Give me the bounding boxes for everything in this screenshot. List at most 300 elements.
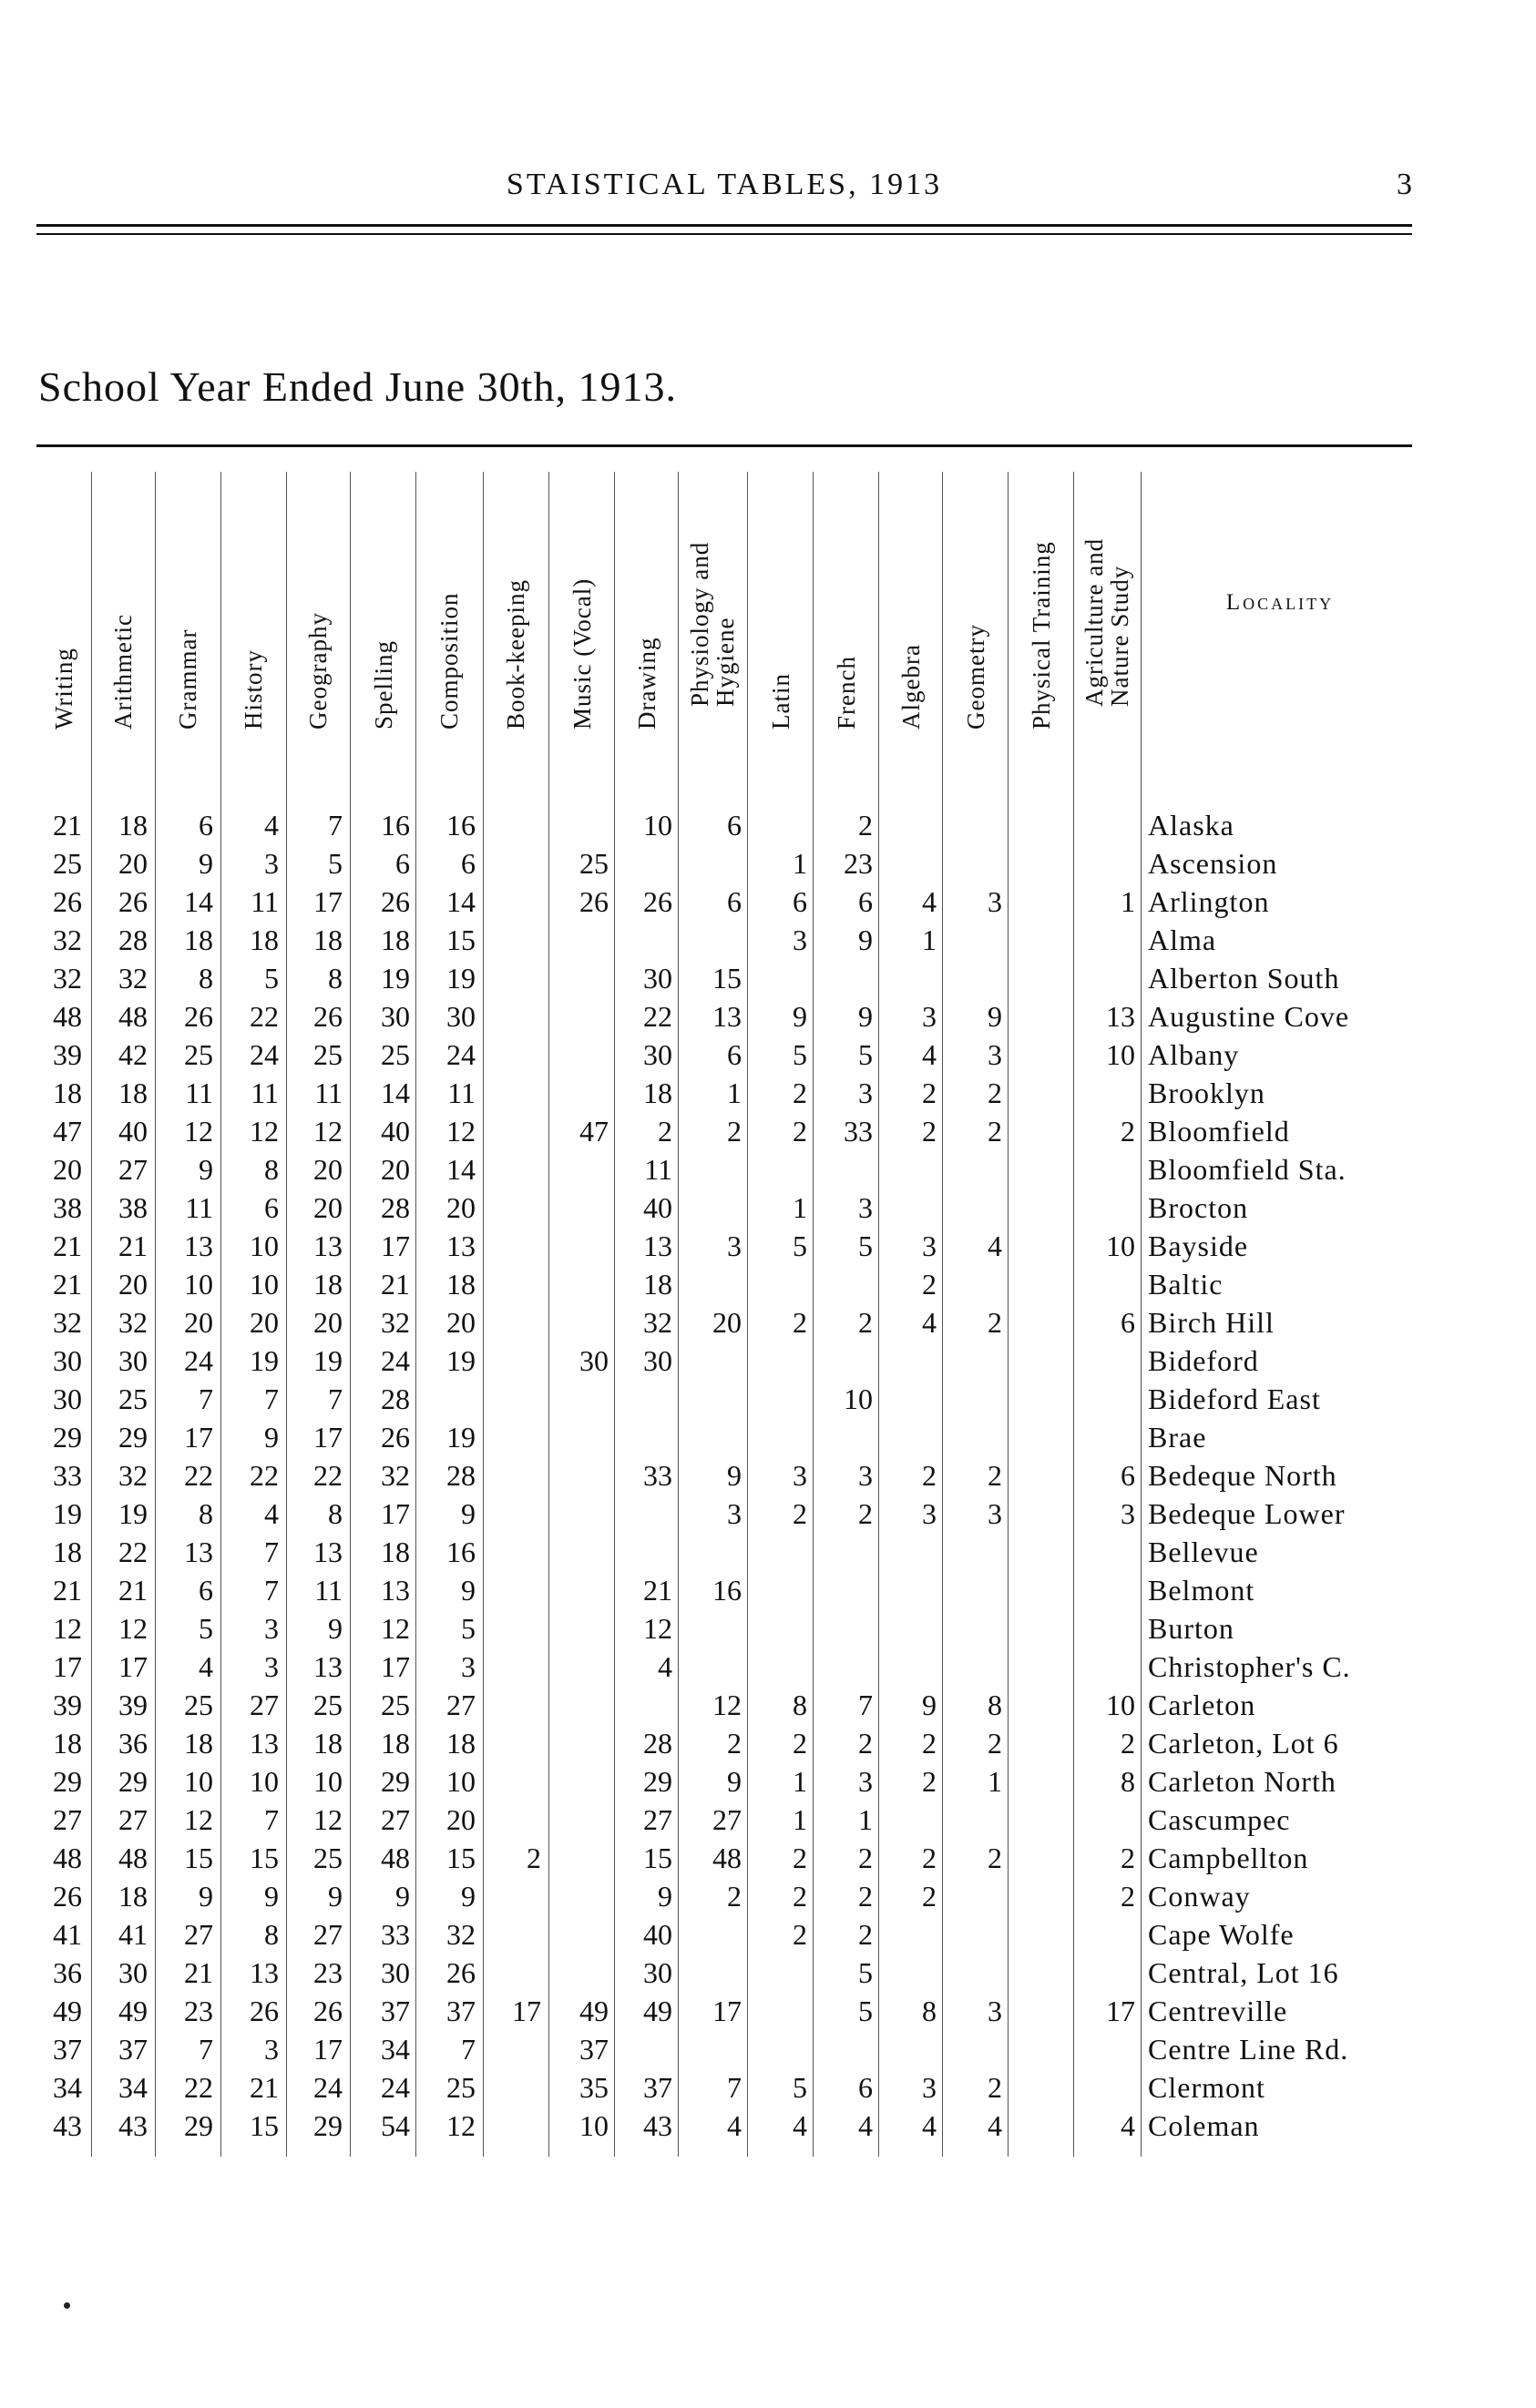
table-cell: 4 — [264, 809, 279, 842]
table-cell: 24 — [184, 1344, 213, 1377]
table-cell: 2 — [727, 1880, 742, 1913]
table-cell: 22 — [313, 1459, 343, 1492]
table-cell: 3 — [793, 1459, 807, 1492]
table-cell: 5 — [328, 847, 343, 880]
table-cell: 12 — [446, 2109, 476, 2142]
table-cell: 25 — [313, 1842, 343, 1874]
table-cell: 40 — [118, 1115, 148, 1148]
table-cell: 2 — [1121, 1880, 1135, 1913]
table-cell: 26 — [313, 1995, 343, 2027]
table-cell: 43 — [53, 2109, 82, 2142]
table-cell: 5 — [461, 1612, 476, 1645]
table-cell: 37 — [643, 2071, 672, 2104]
table-cell: 27 — [53, 1803, 82, 1836]
table-cell: 49 — [53, 1995, 82, 2027]
table-cell: 16 — [446, 1536, 476, 1568]
column-header — [483, 444, 547, 765]
table-cell: 32 — [118, 1459, 148, 1492]
table-row — [38, 1803, 1412, 1842]
table-cell: 29 — [313, 2109, 343, 2142]
table-cell: 7 — [199, 2033, 213, 2066]
table-cell: 2 — [527, 1842, 541, 1874]
table-cell: 13 — [250, 1956, 279, 1989]
table-cell: 12 — [118, 1612, 148, 1645]
locality-name: Bloomfield Sta. — [1148, 1153, 1347, 1186]
table-cell: 6 — [727, 885, 742, 918]
table-cell: 18 — [118, 809, 148, 842]
locality-name: Clermont — [1148, 2071, 1265, 2104]
locality-name: Bideford East — [1148, 1383, 1321, 1415]
column-header-label: Book-keeping — [502, 579, 529, 730]
table-cell: 30 — [118, 1344, 148, 1377]
table-cell: 33 — [844, 1115, 873, 1148]
table-cell: 6 — [199, 809, 213, 842]
table-cell: 11 — [314, 1574, 343, 1607]
table-row — [38, 1574, 1412, 1612]
table-cell: 2 — [922, 1765, 937, 1798]
table-cell: 21 — [250, 2071, 279, 2104]
table-cell: 2 — [988, 1842, 1002, 1874]
table-cell: 29 — [118, 1765, 148, 1798]
table-cell: 20 — [313, 1153, 343, 1186]
table-cell: 26 — [53, 885, 82, 918]
table-cell: 7 — [264, 1803, 279, 1836]
table-cell: 20 — [118, 847, 148, 880]
table-cell: 7 — [461, 2033, 476, 2066]
column-header-label: Geography — [304, 612, 332, 730]
table-cell: 12 — [313, 1115, 343, 1148]
table-cell: 18 — [184, 1727, 213, 1760]
header-title: STAISTICAL TABLES, 1913 — [506, 168, 943, 201]
table-cell: 1 — [793, 1803, 807, 1836]
table-cell: 25 — [579, 847, 609, 880]
table-cell: 30 — [381, 1956, 410, 1989]
table-cell: 6 — [858, 885, 873, 918]
table-cell: 20 — [446, 1306, 476, 1339]
locality-name: Bayside — [1148, 1230, 1249, 1262]
table-cell: 3 — [922, 1000, 937, 1033]
locality-name: Christopher's C. — [1148, 1650, 1351, 1683]
table-cell: 7 — [199, 1383, 213, 1415]
table-cell: 19 — [381, 962, 410, 995]
table-cell: 4 — [922, 885, 937, 918]
table-cell: 40 — [643, 1191, 672, 1224]
table-cell: 12 — [712, 1689, 742, 1721]
table-cell: 37 — [381, 1995, 410, 2027]
table-cell: 22 — [643, 1000, 672, 1033]
table-cell: 20 — [53, 1153, 82, 1186]
table-cell: 17 — [313, 885, 343, 918]
table-cell: 3 — [858, 1191, 873, 1224]
locality-name: Brae — [1148, 1421, 1207, 1454]
table-cell: 8 — [793, 1689, 807, 1721]
table-cell: 2 — [793, 1880, 807, 1913]
table-cell: 10 — [250, 1765, 279, 1798]
table-cell: 3 — [988, 1038, 1002, 1071]
header-rule-top — [36, 224, 1412, 227]
table-cell: 48 — [712, 1842, 742, 1874]
table-cell: 29 — [53, 1421, 82, 1454]
table-cell: 27 — [712, 1803, 742, 1836]
table-cell: 9 — [922, 1689, 937, 1721]
table-cell: 29 — [118, 1421, 148, 1454]
table-cell: 18 — [53, 1536, 82, 1568]
table-row — [38, 809, 1412, 847]
table-row — [38, 885, 1412, 923]
table-cell: 4 — [658, 1650, 672, 1683]
table-cell: 8 — [1121, 1765, 1135, 1798]
table-cell: 7 — [328, 1383, 343, 1415]
table-cell: 32 — [643, 1306, 672, 1339]
column-header-row — [38, 444, 1412, 765]
locality-name: Cape Wolfe — [1148, 1918, 1295, 1951]
column-header-label: Latin — [767, 673, 794, 730]
table-cell: 6 — [858, 2071, 873, 2104]
table-cell: 2 — [858, 1880, 873, 1913]
table-cell: 13 — [313, 1230, 343, 1262]
table-cell: 16 — [381, 809, 410, 842]
table-cell: 27 — [381, 1803, 410, 1836]
table-cell: 48 — [118, 1000, 148, 1033]
table-cell: 11 — [251, 885, 279, 918]
table-cell: 3 — [1121, 1497, 1135, 1530]
table-cell: 20 — [184, 1306, 213, 1339]
table-cell: 21 — [53, 1268, 82, 1301]
table-cell: 2 — [988, 1727, 1002, 1760]
table-cell: 3 — [264, 1612, 279, 1645]
table-cell: 12 — [643, 1612, 672, 1645]
table-cell: 2 — [1121, 1727, 1135, 1760]
table-cell: 9 — [858, 1000, 873, 1033]
table-row — [38, 923, 1412, 962]
table-cell: 12 — [381, 1612, 410, 1645]
table-cell: 18 — [643, 1076, 672, 1109]
table-cell: 10 — [1106, 1038, 1135, 1071]
table-cell: 19 — [446, 1344, 476, 1377]
table-cell: 9 — [461, 1880, 476, 1913]
table-cell: 9 — [328, 1612, 343, 1645]
table-row — [38, 1880, 1412, 1918]
table-cell: 30 — [118, 1956, 148, 1989]
column-header — [155, 444, 219, 765]
table-cell: 26 — [381, 885, 410, 918]
table-cell: 37 — [53, 2033, 82, 2066]
column-header — [38, 444, 87, 765]
table-cell: 16 — [712, 1574, 742, 1607]
table-cell: 10 — [446, 1765, 476, 1798]
table-row — [38, 1689, 1412, 1727]
table-cell: 2 — [922, 1459, 937, 1492]
column-header-label: Physical Training — [1028, 541, 1055, 730]
table-cell: 20 — [313, 1306, 343, 1339]
table-row — [38, 1306, 1412, 1344]
table-cell: 5 — [858, 1038, 873, 1071]
table-cell: 17 — [381, 1230, 410, 1262]
table-cell: 19 — [118, 1497, 148, 1530]
table-cell: 34 — [118, 2071, 148, 2104]
table-cell: 2 — [858, 1842, 873, 1874]
table-cell: 2 — [988, 1115, 1002, 1148]
table-cell: 2 — [858, 1918, 873, 1951]
table-cell: 12 — [53, 1612, 82, 1645]
locality-name: Alberton South — [1148, 962, 1340, 995]
column-header — [813, 444, 878, 765]
table-cell: 4 — [858, 2109, 873, 2142]
column-header-label: History — [240, 649, 267, 730]
table-cell: 33 — [381, 1918, 410, 1951]
table-cell: 16 — [446, 809, 476, 842]
column-header-label: French — [833, 656, 860, 730]
table-cell: 10 — [844, 1383, 873, 1415]
table-cell: 1 — [793, 847, 807, 880]
table-cell: 2 — [922, 1268, 937, 1301]
table-cell: 18 — [446, 1268, 476, 1301]
table-cell: 32 — [381, 1459, 410, 1492]
table-cell: 41 — [53, 1918, 82, 1951]
table-cell: 30 — [643, 962, 672, 995]
table-cell: 26 — [446, 1956, 476, 1989]
table-cell: 9 — [658, 1880, 672, 1913]
column-header-label: Agriculture and Nature Study — [1080, 537, 1133, 707]
table-cell: 13 — [184, 1536, 213, 1568]
table-cell: 20 — [250, 1306, 279, 1339]
table-cell: 42 — [118, 1038, 148, 1071]
locality-name: Carleton — [1148, 1689, 1256, 1721]
table-cell: 22 — [118, 1536, 148, 1568]
table-cell: 3 — [922, 1497, 937, 1530]
table-cell: 9 — [199, 1153, 213, 1186]
table-cell: 11 — [644, 1153, 672, 1186]
table-cell: 10 — [1106, 1689, 1135, 1721]
table-cell: 8 — [922, 1995, 937, 2027]
table-cell: 11 — [185, 1191, 213, 1224]
column-header — [548, 444, 614, 765]
column-header — [350, 444, 415, 765]
table-cell: 29 — [381, 1765, 410, 1798]
locality-name: Carleton North — [1148, 1765, 1336, 1798]
table-cell: 21 — [53, 1230, 82, 1262]
locality-name: Birch Hill — [1148, 1306, 1275, 1339]
locality-name: Carleton, Lot 6 — [1148, 1727, 1339, 1760]
table-cell: 15 — [184, 1842, 213, 1874]
table-cell: 20 — [381, 1153, 410, 1186]
table-cell: 3 — [922, 2071, 937, 2104]
table-cell: 2 — [922, 1076, 937, 1109]
table-cell: 2 — [793, 1918, 807, 1951]
table-cell: 7 — [264, 1383, 279, 1415]
table-row — [38, 1536, 1412, 1574]
table-cell: 39 — [53, 1689, 82, 1721]
table-cell: 5 — [858, 1230, 873, 1262]
table-cell: 18 — [381, 1536, 410, 1568]
page-mark — [64, 2302, 70, 2309]
table-row — [38, 2109, 1412, 2148]
table-cell: 21 — [643, 1574, 672, 1607]
table-cell: 15 — [446, 923, 476, 956]
table-cell: 40 — [381, 1115, 410, 1148]
table-cell: 2 — [988, 2071, 1002, 2104]
locality-name: Alma — [1148, 923, 1217, 956]
table-cell: 5 — [793, 1230, 807, 1262]
table-cell: 3 — [988, 1497, 1002, 1530]
table-cell: 27 — [250, 1689, 279, 1721]
table-cell: 8 — [199, 962, 213, 995]
table-cell: 32 — [118, 962, 148, 995]
table-cell: 12 — [184, 1803, 213, 1836]
table-cell: 17 — [512, 1995, 541, 2027]
table-cell: 37 — [579, 2033, 609, 2066]
table-cell: 12 — [446, 1115, 476, 1148]
table-cell: 20 — [118, 1268, 148, 1301]
table-cell: 25 — [313, 1038, 343, 1071]
locality-name: Brooklyn — [1148, 1076, 1265, 1109]
table-cell: 8 — [328, 962, 343, 995]
table-cell: 2 — [793, 1727, 807, 1760]
table-cell: 5 — [793, 1038, 807, 1071]
table-cell: 10 — [643, 809, 672, 842]
table-cell: 1 — [988, 1765, 1002, 1798]
table-cell: 4 — [922, 1038, 937, 1071]
table-cell: 24 — [313, 2071, 343, 2104]
table-cell: 21 — [118, 1574, 148, 1607]
table-cell: 2 — [988, 1306, 1002, 1339]
table-cell: 10 — [579, 2109, 609, 2142]
table-cell: 4 — [727, 2109, 742, 2142]
table-cell: 47 — [53, 1115, 82, 1148]
table-cell: 9 — [461, 1574, 476, 1607]
table-cell: 27 — [118, 1153, 148, 1186]
column-header-label: Music (Vocal) — [568, 577, 596, 730]
table-cell: 4 — [922, 1306, 937, 1339]
table-cell: 30 — [446, 1000, 476, 1033]
table-cell: 38 — [118, 1191, 148, 1224]
column-header-label: Drawing — [633, 637, 660, 730]
table-cell: 18 — [446, 1727, 476, 1760]
table-cell: 26 — [184, 1000, 213, 1033]
table-cell: 1 — [922, 923, 937, 956]
table-row — [38, 1956, 1412, 1995]
table-cell: 22 — [250, 1459, 279, 1492]
table-cell: 49 — [579, 1995, 609, 2027]
table-cell: 7 — [858, 1689, 873, 1721]
column-header — [614, 444, 678, 765]
table-cell: 32 — [53, 923, 82, 956]
column-header — [942, 444, 1008, 765]
table-cell: 18 — [381, 1727, 410, 1760]
table-row — [38, 1115, 1412, 1153]
table-cell: 10 — [184, 1765, 213, 1798]
column-header-label-line2: Nature Study — [1106, 565, 1133, 707]
table-cell: 8 — [328, 1497, 343, 1530]
table-cell: 17 — [1106, 1995, 1135, 2027]
table-cell: 5 — [858, 1956, 873, 1989]
table-cell: 30 — [53, 1383, 82, 1415]
table-cell: 29 — [184, 2109, 213, 2142]
table-cell: 3 — [461, 1650, 476, 1683]
locality-name: Burton — [1148, 1612, 1234, 1645]
column-header — [1073, 444, 1141, 765]
table-cell: 33 — [643, 1459, 672, 1492]
table-cell: 2 — [858, 1497, 873, 1530]
locality-name: Bedeque Lower — [1148, 1497, 1346, 1530]
table-cell: 2 — [858, 1727, 873, 1760]
table-cell: 6 — [199, 1574, 213, 1607]
locality-name: Albany — [1148, 1038, 1240, 1071]
table-cell: 9 — [395, 1880, 410, 1913]
table-cell: 24 — [381, 2071, 410, 2104]
table-cell: 30 — [643, 1344, 672, 1377]
table-cell: 2 — [658, 1115, 672, 1148]
table-cell: 6 — [727, 809, 742, 842]
table-cell: 2 — [858, 1306, 873, 1339]
table-cell: 2 — [858, 809, 873, 842]
table-row — [38, 1650, 1412, 1689]
table-cell: 27 — [446, 1689, 476, 1721]
table-cell: 9 — [199, 1880, 213, 1913]
table-cell: 18 — [184, 923, 213, 956]
table-cell: 26 — [579, 885, 609, 918]
table-cell: 39 — [53, 1038, 82, 1071]
locality-name: Brocton — [1148, 1191, 1249, 1224]
table-cell: 36 — [53, 1956, 82, 1989]
table-cell: 8 — [264, 1918, 279, 1951]
table-cell: 43 — [643, 2109, 672, 2142]
table-cell: 48 — [53, 1842, 82, 1874]
table-cell: 26 — [53, 1880, 82, 1913]
table-cell: 3 — [858, 1076, 873, 1109]
table-cell: 3 — [922, 1230, 937, 1262]
table-cell: 19 — [446, 962, 476, 995]
table-cell: 37 — [446, 1995, 476, 2027]
locality-name: Campbellton — [1148, 1842, 1309, 1874]
table-cell: 17 — [313, 2033, 343, 2066]
table-cell: 48 — [381, 1842, 410, 1874]
table-row — [38, 1765, 1412, 1803]
table-cell: 6 — [461, 847, 476, 880]
table-cell: 15 — [643, 1842, 672, 1874]
table-row — [38, 1995, 1412, 2033]
table-cell: 20 — [712, 1306, 742, 1339]
table-cell: 28 — [118, 923, 148, 956]
table-cell: 11 — [251, 1076, 279, 1109]
table-cell: 12 — [313, 1803, 343, 1836]
table-cell: 13 — [712, 1000, 742, 1033]
locality-name: Belmont — [1148, 1574, 1255, 1607]
column-header — [747, 444, 813, 765]
table-cell: 13 — [643, 1230, 672, 1262]
table-cell: 14 — [381, 1076, 410, 1109]
table-cell: 33 — [53, 1459, 82, 1492]
table-cell: 19 — [446, 1421, 476, 1454]
table-cell: 21 — [53, 809, 82, 842]
table-cell: 3 — [264, 1650, 279, 1683]
table-cell: 21 — [118, 1230, 148, 1262]
table-cell: 17 — [712, 1995, 742, 2027]
table-cell: 12 — [250, 1115, 279, 1148]
table-cell: 30 — [579, 1344, 609, 1377]
table-cell: 27 — [184, 1918, 213, 1951]
table-cell: 11 — [447, 1076, 476, 1109]
table-cell: 18 — [313, 1268, 343, 1301]
table-cell: 40 — [643, 1918, 672, 1951]
table-row — [38, 1383, 1412, 1421]
table-cell: 29 — [53, 1765, 82, 1798]
table-cell: 18 — [53, 1076, 82, 1109]
table-cell: 3 — [858, 1459, 873, 1492]
table-row — [38, 1459, 1412, 1497]
locality-name: Coleman — [1148, 2109, 1260, 2142]
table-cell: 13 — [250, 1727, 279, 1760]
